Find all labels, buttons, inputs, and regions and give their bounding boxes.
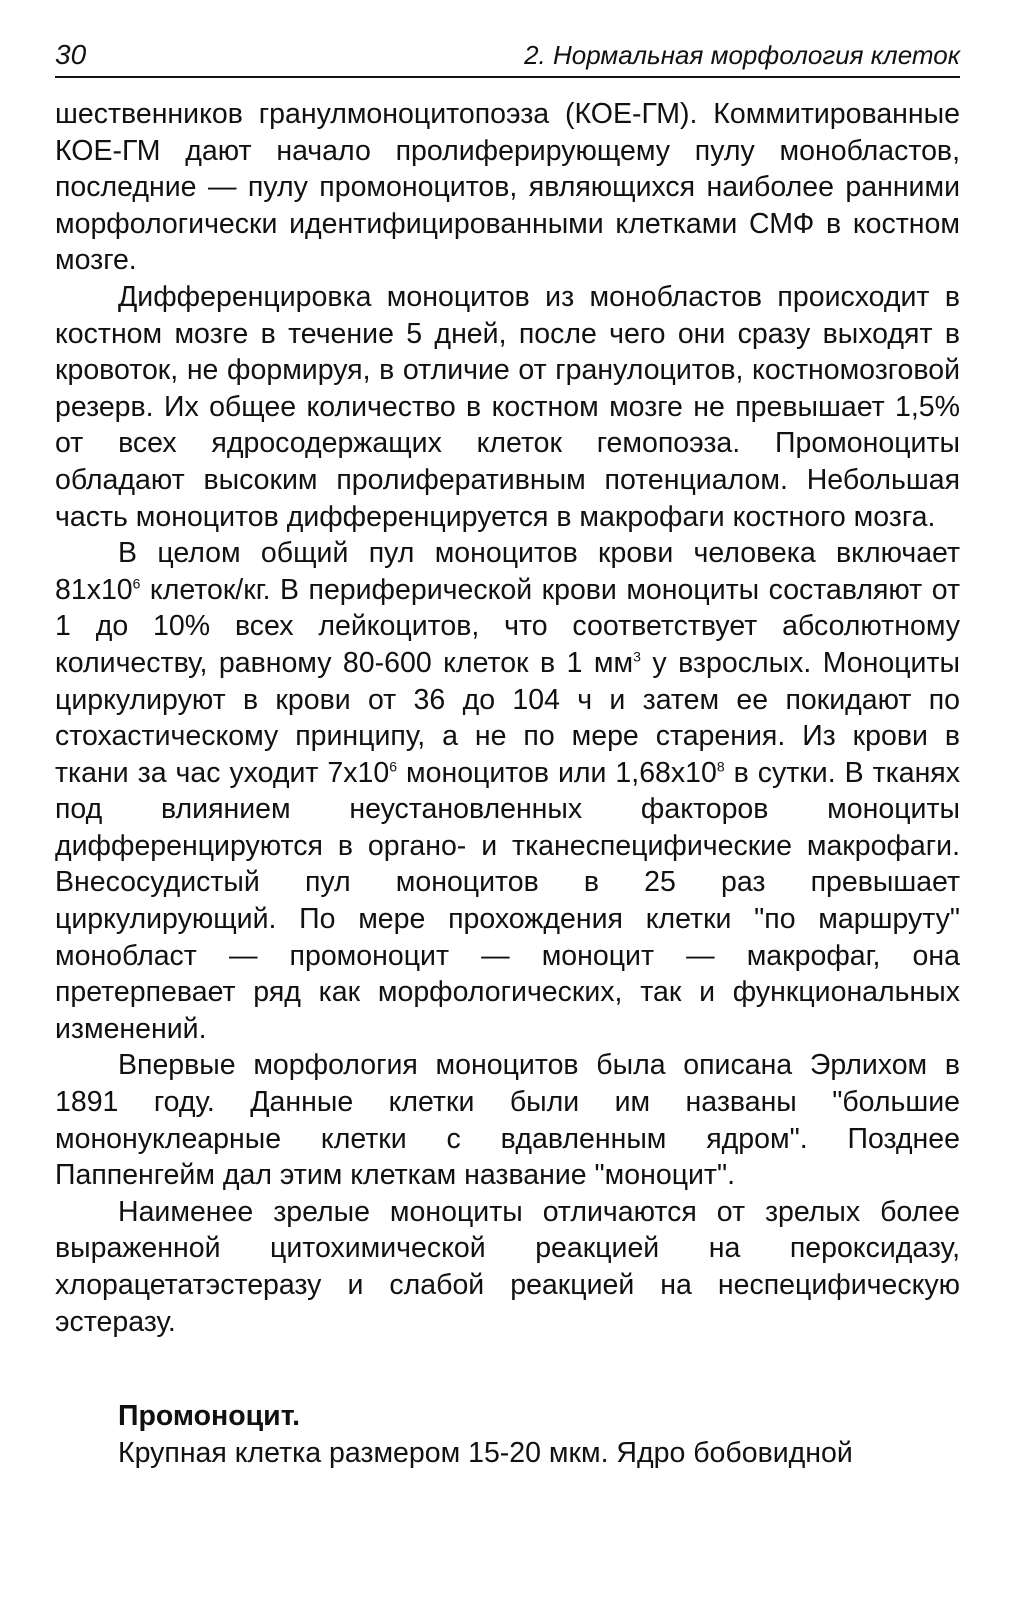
running-header bbox=[55, 40, 960, 78]
paragraph-3-text-a: В целом общий пул моноцитов крови человека включает 81х10 bbox=[55, 537, 960, 606]
paragraph-3-text-d: моноцитов или 1,68х10 bbox=[397, 756, 717, 789]
superscript-exponent: 6 bbox=[132, 575, 141, 592]
paragraph-2: Дифференцировка моноцитов из монобластов происходит в костном мозге в течение 5 дней, после чего они сразу выходят в кровоток, не формируя, в отличие от гранулоцитов, костномозговой резерв. Их общее количество в костном мозге не превышает 1,5% от всех ядросодержащих клеток гемопоэза. Промоноциты обладают высоким пролиферативным потенциалом. Небольшая часть моноцитов дифференцируется в макрофаги костного мозга. bbox=[55, 280, 960, 533]
paragraph-1: шественников гранулмоноцитопоэза (КОЕ-ГМ). Коммитированные КОЕ-ГМ дают начало пролиферирующему пулу монобластов, последние — пулу промоноцитов, являющихся наиболее ранними морфологически идентифицированными клетками СМФ в костном мозге. bbox=[55, 98, 960, 277]
page-number: 30 bbox=[55, 39, 87, 70]
paragraph-3-text-c: у взрослых. Моноциты циркулируют в крови от 36 до 104 ч и затем ее покидают по стохастическому принципу, а не по мере старения. Из крови в ткани за час уходит 7х10 bbox=[55, 646, 960, 789]
superscript-exponent: 8 bbox=[716, 758, 725, 775]
chapter-title: 2. Нормальная морфология клеток bbox=[524, 40, 960, 70]
paragraph-3 bbox=[55, 535, 960, 1047]
superscript-exponent: 6 bbox=[389, 758, 398, 775]
section-first-line: Крупная клетка размером 15-20 мкм. Ядро бобовидной bbox=[118, 1436, 853, 1469]
superscript-exponent: 3 bbox=[633, 648, 641, 665]
paragraph-3-text-b: клеток/кг. В периферической крови моноциты составляют от 1 до 10% всех лейкоцитов, что соответствует абсолютному количеству, равному 80-600 клеток в 1 мм bbox=[55, 573, 960, 679]
book-page bbox=[55, 40, 960, 1471]
body-text bbox=[55, 96, 960, 1340]
paragraph-3-text-e: в сутки. В тканях под влиянием неустановленных факторов моноциты дифференцируются в органо- и тканеспецифические макрофаги. Внесосудистый пул моноцитов в 25 раз превышает циркулирующий. По мере прохождения клетки "по маршруту" монобласт — промоноцит — моноцит — макрофаг, она претерпевает ряд как морфологических, так и функциональных изменений. bbox=[55, 756, 960, 1045]
section-heading: Промоноцит. bbox=[118, 1400, 301, 1433]
paragraph-5: Наименее зрелые моноциты отличаются от зрелых более выраженной цитохимической реакцией на пероксидазу, хлорацетатэстеразу и слабой реакцией на неспецифическую эстеразу. bbox=[55, 1195, 960, 1338]
paragraph-4: Впервые морфология моноцитов была описана Эрлихом в 1891 году. Данные клетки были им названы "большие мононуклеарные клетки с вдавленным ядром". Позднее Паппенгейм дал этим клеткам название "моноцит". bbox=[55, 1049, 960, 1192]
